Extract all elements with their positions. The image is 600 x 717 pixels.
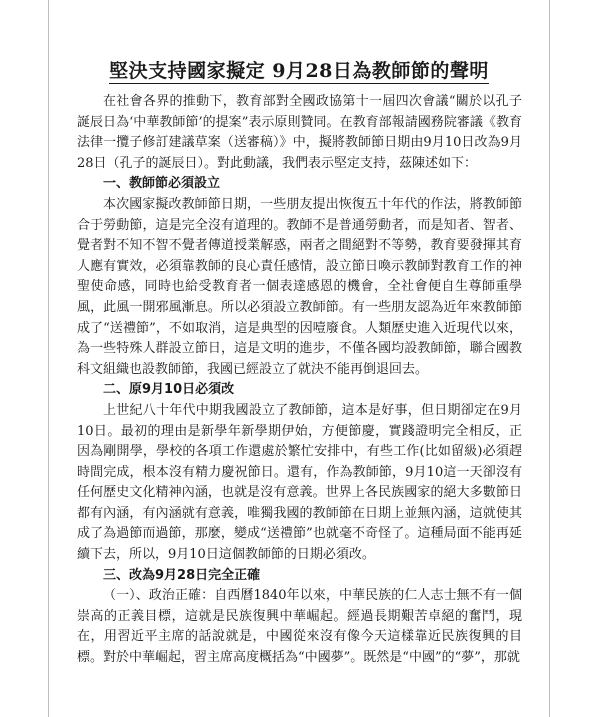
document-title: 堅決支持國家擬定 9月28日為教師節的聲明 <box>109 60 489 82</box>
section-2-paragraph: 上世紀八十年代中期我國設立了教師節，這本是好事，但日期卻定在9月10日。最初的理由是新學年新學期伊始，方便節慶，實踐證明完全相反，正因為剛開學，學校的各項工作還處於繁忙安排中，有些工作(比如留級)必須趕時間完成，根本沒有精力慶祝節日。還有，作為教師節，9月10這一天卻沒有任何歷史文化精神內涵，也就是沒有意義。世界上各民族國家的絕大多數節日都有內涵，有內涵就有意義，唯獨我國的教師節在日期上並無內涵，這就使其成了為過節而過節，那麼，變成“送禮節”也就毫不奇怪了。這種局面不能再延續下去，所以，9月10日這個教師節的日期必須改。 <box>77 402 522 563</box>
document-body <box>77 92 522 669</box>
section-heading-1: 一、教師節必須設立 <box>103 176 221 192</box>
section-heading-3: 三、改為9月28日完全正確 <box>103 567 261 583</box>
section-1-paragraph: 本次國家擬改教師節日期，一些朋友提出恢復五十年代的作法，將教師節合于勞動節，這是完全沒有道理的。教師不是普通勞動者，而是知者、智者、覺者對不知不智不覺者傳道授業解惑，兩者之間絕對不等勢，教育要發揮其育人應有實效，必須靠教師的良心責任感情，設立節日喚示教師對教育工作的神聖使命感，同時也給受教育者一個表達感恩的機會，全社會便自生尊師重學風，此風一開邪風漸息。所以必須設立教師節。有一些朋友認為近年來教師節成了“送禮節”，不如取消，這是典型的因噎廢食。人類歷史進入近現代以來，為一些特殊人群設立節日，這是文明的進步，不僅各國均設教師節，聯合國教科文組織也設教師節，我國已經設立了就決不能再倒退回去。 <box>77 196 522 377</box>
intro-paragraph: 在社會各界的推動下，教育部對全國政協第十一屆四次會議“關於以孔子誕辰日為‘中華教師節’的提案”表示原則贊同。在教育部報請國務院審議《教育法律一攬子修訂建議草案（送審稿）》中，擬將教師節日期由9月10日改為9月28日（孔子的誕辰日）。對此動議，我們表示堅定支持，茲陳述如下： <box>77 94 522 171</box>
section-heading-2: 二、原9月10日必須改 <box>103 382 235 398</box>
document-page <box>48 0 550 717</box>
section-3-paragraph: （一）、政治正確：自西曆1840年以來，中華民族的仁人志士無不有一個崇高的正義目標，這就是民族復興中華崛起。經過長期艱苦卓絕的奮鬥，現在，用習近平主席的話說就是，中國從來沒有像今天這樣靠近民族復興的目標。對於中華崛起，習主席高度概括為“中國夢”。既然是“中國”的“夢”，那就 <box>77 588 522 666</box>
